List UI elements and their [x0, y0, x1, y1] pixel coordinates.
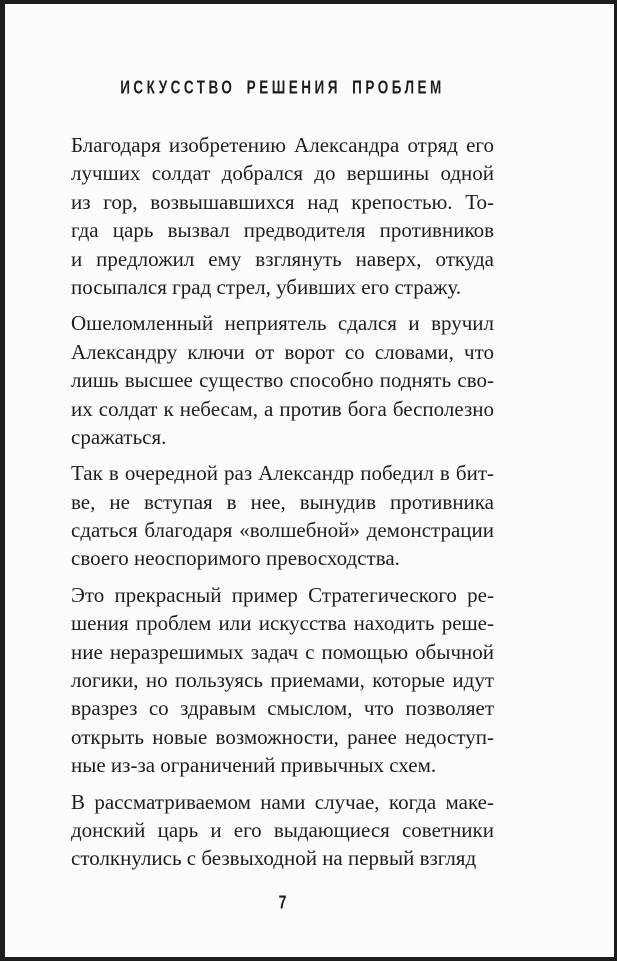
- page-number-text: 7: [278, 891, 287, 913]
- book-page: [5, 4, 614, 957]
- paragraph: [71, 581, 494, 780]
- page-number: [71, 893, 494, 912]
- paragraph: [71, 788, 494, 873]
- running-head: [71, 78, 494, 100]
- text-line: Это прекрасный пример Стратегического ре-: [71, 582, 494, 607]
- text-line: сражаться.: [71, 424, 167, 449]
- text-line: ные из-за ограничений привычных схем.: [71, 753, 437, 778]
- text-line: лучших солдат добрался до вершины одной: [71, 161, 494, 186]
- text-line: Так в очередной раз Александр победил в бит-: [71, 461, 494, 486]
- running-head-text: ИСКУССТВО РЕШЕНИЯ ПРОБЛЕМ: [120, 76, 445, 98]
- text-line: логики, но пользуясь приемами, которые идут: [71, 668, 494, 693]
- text-line: и предложил ему взглянуть наверх, откуда: [71, 246, 494, 271]
- text-line: вразрез со здравым смыслом, что позволяет: [71, 696, 494, 721]
- text-line: ве, не вступая в нее, вынудив противника: [71, 489, 494, 514]
- text-line: своего неоспоримого превосходства.: [71, 546, 400, 571]
- paragraph: [71, 459, 494, 573]
- text-line: лишь высшее существо способно поднять сво-: [71, 368, 494, 393]
- text-block: [71, 131, 494, 873]
- text-line: столкнулись с безвыходной на первый взгляд: [71, 846, 477, 871]
- text-line: Александру ключи от ворот со словами, что: [71, 339, 494, 364]
- text-line: посыпался град стрел, убивших его стражу.: [71, 274, 462, 299]
- text-line: открыть новые возможности, ранее недоступ-: [71, 724, 494, 749]
- text-line: гда царь вызвал предводителя противников: [71, 218, 494, 243]
- text-line: ние неразрешимых задач с помощью обычной: [71, 639, 494, 664]
- text-line: сдаться благодаря «волшебной» демонстрации: [71, 518, 494, 543]
- paragraph: [71, 309, 494, 451]
- text-line: В рассматриваемом нами случае, когда маке-: [71, 789, 494, 814]
- paragraph: [71, 131, 494, 301]
- text-line: Благодаря изобретению Александра отряд его: [71, 133, 494, 157]
- text-line: донский царь и его выдающиеся советники: [71, 817, 494, 842]
- text-line: Ошеломленный неприятель сдался и вручил: [71, 311, 494, 336]
- text-line: из гор, возвышавшихся над крепостью. То-: [71, 189, 494, 214]
- text-line: их солдат к небесам, а против бога бесполезно: [71, 396, 494, 421]
- text-line: шения проблем или искусства находить реше-: [71, 611, 494, 636]
